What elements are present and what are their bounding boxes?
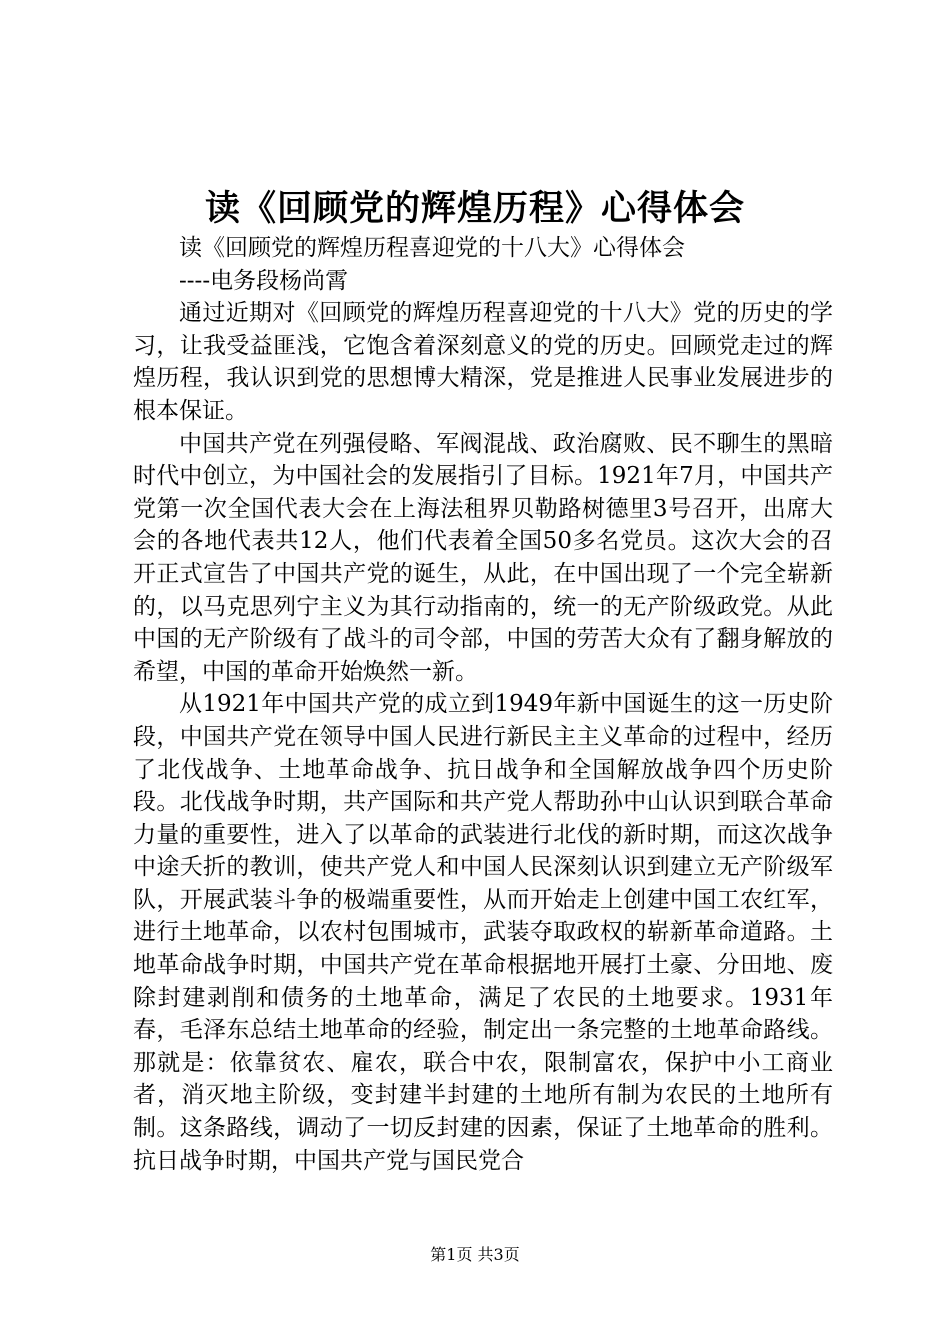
body-paragraph-1: 通过近期对《回顾党的辉煌历程喜迎党的十八大》党的历史的学习，让我受益匪浅，它饱含着深刻意义的党的历史。回顾党走过的辉煌历程，我认识到党的思想博大精深，党是推进人民事业发展进步的根本保证。: [133, 300, 833, 424]
body-paragraph-2: 中国共产党在列强侵略、军阀混战、政治腐败、民不聊生的黑暗时代中创立，为中国社会的发展指引了目标。1921年7月，中国共产党第一次全国代表大会在上海法租界贝勒路树德里3号召开，出席大会的各地代表共12人，他们代表着全国50多名党员。这次大会的召开正式宣告了中国共产党的诞生，从此，在中国出现了一个完全崭新的，以马克思列宁主义为其行动指南的，统一的无产阶级政党。从此中国的无产阶级有了战斗的司令部，中国的劳苦大众有了翻身解放的希望，中国的革命开始焕然一新。: [133, 430, 833, 685]
document-title: 读《回顾党的辉煌历程》心得体会: [204, 189, 745, 229]
page-footer: 第1页 共3页: [430, 1245, 520, 1264]
document-subtitle: 读《回顾党的辉煌历程喜迎党的十八大》心得体会: [179, 235, 685, 261]
body-paragraph-3: 从1921年中国共产党的成立到1949年新中国诞生的这一历史阶段，中国共产党在领导中国人民进行新民主主义革命的过程中，经历了北伐战争、土地革命战争、抗日战争和全国解放战争四个历史阶段。北伐战争时期，共产国际和共产党人帮助孙中山认识到联合革命力量的重要性，进入了以革命的武装进行北伐的新时期，而这次战争中途夭折的教训，使共产党人和中国人民深刻认识到建立无产阶级军队，开展武装斗争的极端重要性，从而开始走上创建中国工农红军，进行土地革命，以农村包围城市，武装夺取政权的崭新革命道路。土地革命战争时期，中国共产党在革命根据地开展打土豪、分田地、废除封建剥削和债务的土地革命，满足了农民的土地要求。1931年春，毛泽东总结土地革命的经验，制定出一条完整的土地革命路线。那就是：依靠贫农、雇农，联合中农，限制富农，保护中小工商业者，消灭地主阶级，变封建半封建的土地所有制为农民的土地所有制。这条路线，调动了一切反封建的因素，保证了土地革命的胜利。抗日战争时期，中国共产党与国民党合: [133, 691, 833, 1174]
document-body: [133, 232, 833, 1177]
document-author: ----电务段杨尚霄: [179, 267, 349, 294]
